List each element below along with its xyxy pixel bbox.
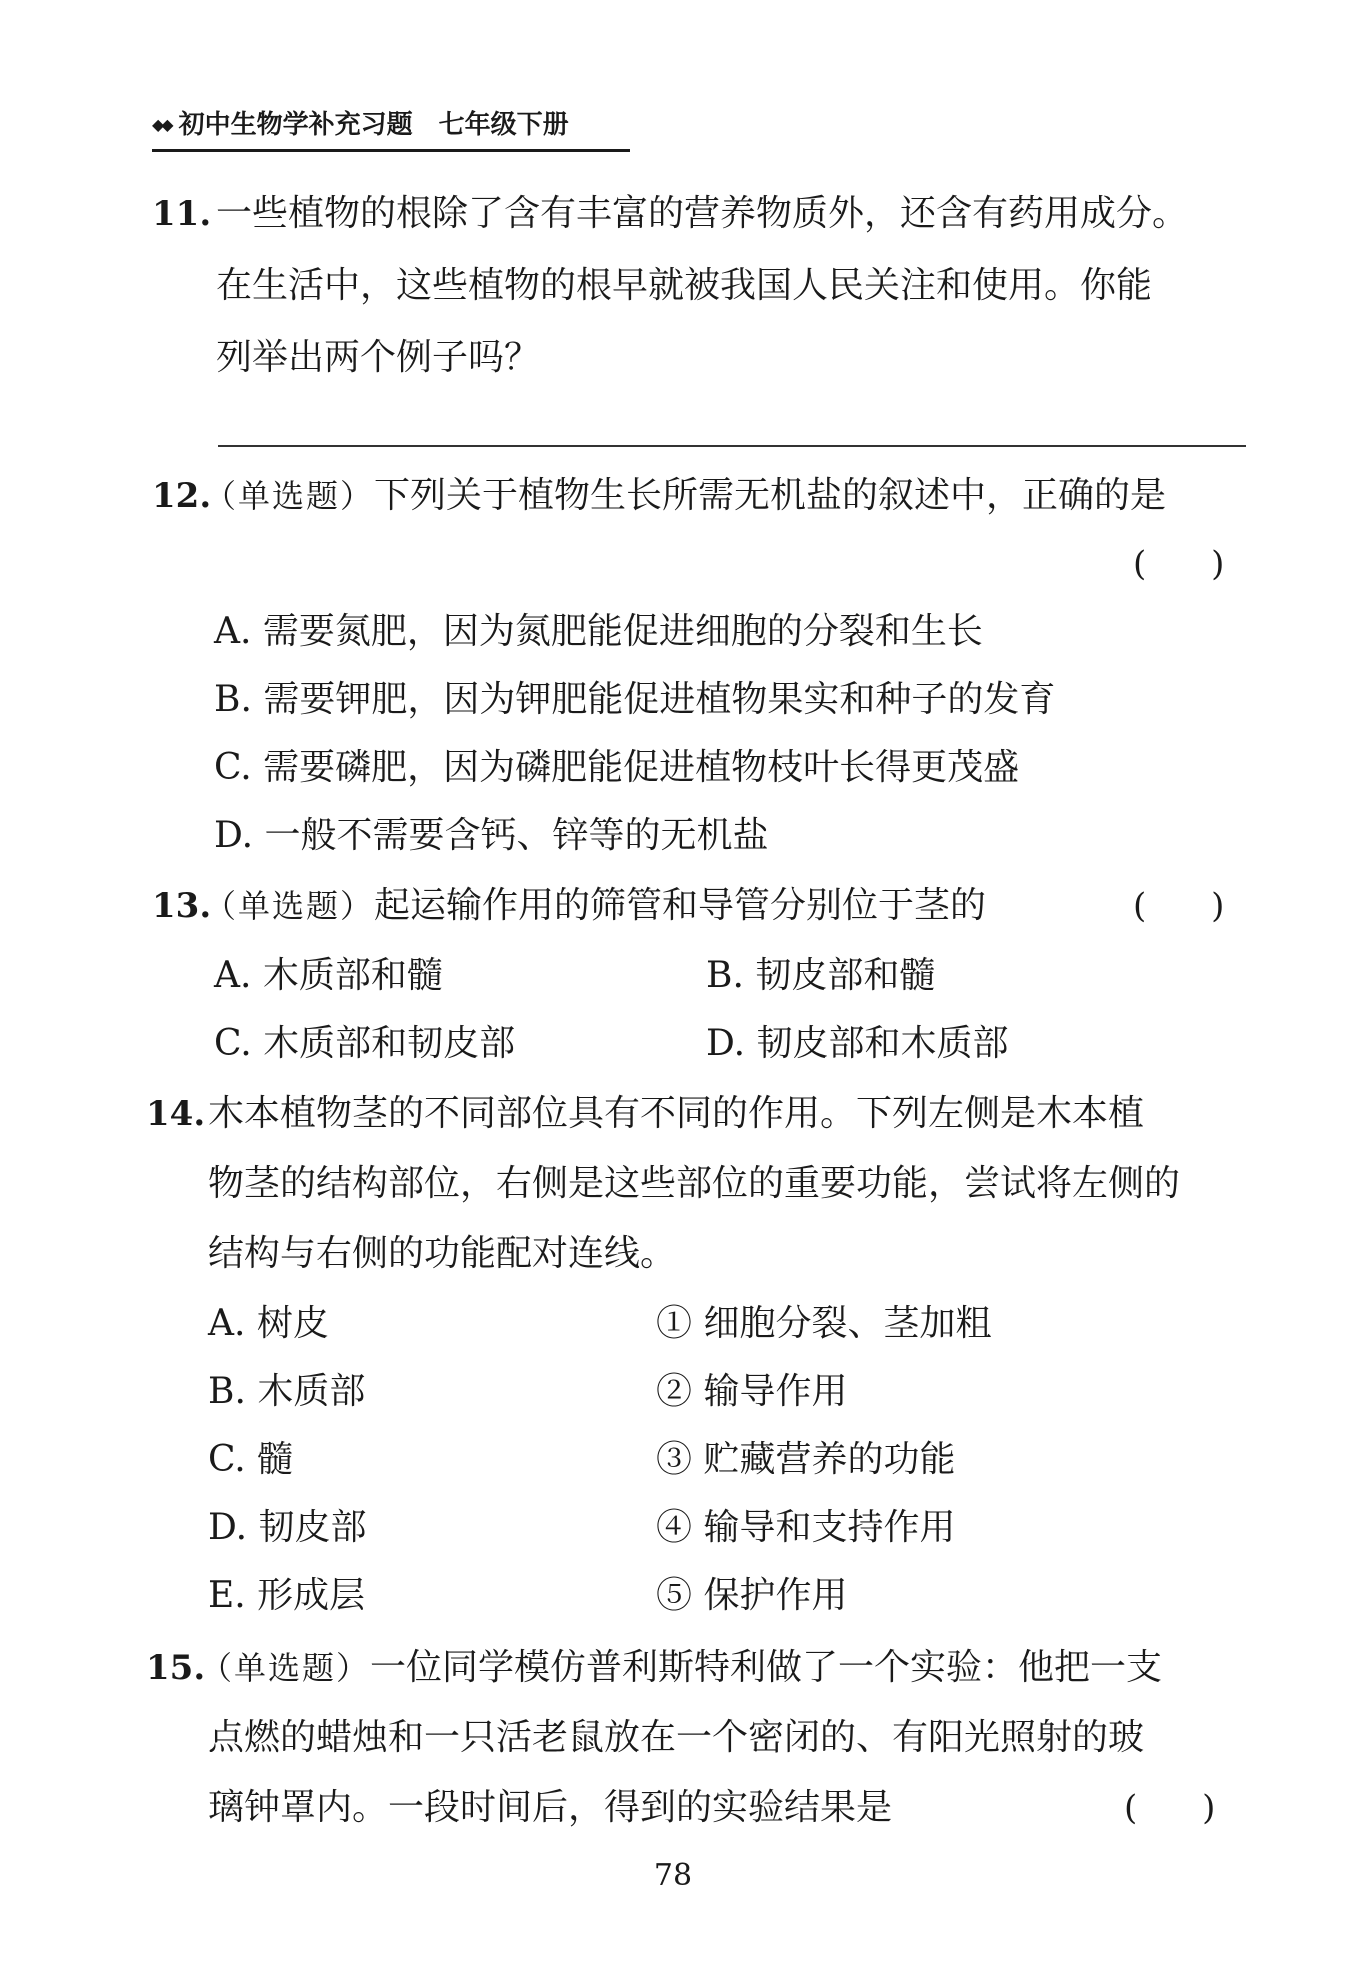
page-number: 78 [653, 1858, 693, 1893]
q14-structure-e[interactable]: E. 形成层 [208, 1575, 366, 1616]
q12-option-c: C. 需要磷肥，因为磷肥能促进植物枝叶长得更茂盛 [214, 747, 1020, 788]
q14-structure-a[interactable]: A. 树皮 [208, 1303, 329, 1344]
q13-type-tag: （单选题） [204, 887, 375, 925]
q14-function-2[interactable]: ② 输导作用 [656, 1371, 848, 1412]
q13-stem-text: 起运输作用的筛管和导管分别位于茎的 [374, 885, 987, 926]
q12-stem [204, 474, 1166, 518]
q13-number: 13. [152, 886, 212, 926]
q11-line-2: 在生活中，这些植物的根早就被我国人民关注和使用。你能 [216, 265, 1153, 306]
q11-answer-line[interactable] [218, 445, 1246, 447]
q14-structure-b[interactable]: B. 木质部 [208, 1371, 366, 1412]
q11-line-1: 一些植物的根除了含有丰富的营养物质外，还含有药用成分。 [216, 193, 1189, 234]
q14-function-1[interactable]: ① 细胞分裂、茎加粗 [656, 1303, 992, 1344]
q13-option-d: D. 韧皮部和木质部 [706, 1023, 1009, 1064]
q12-number: 12. [152, 476, 212, 516]
q12-answer-paren[interactable]: ( ) [1133, 544, 1225, 584]
q14-line-2: 物茎的结构部位，右侧是这些部位的重要功能，尝试将左侧的 [208, 1163, 1181, 1204]
q14-function-5[interactable]: ⑤ 保护作用 [656, 1575, 848, 1616]
header-subtitle: 七年级下册 [438, 110, 569, 140]
q14-function-3[interactable]: ③ 贮藏营养的功能 [656, 1439, 956, 1480]
header-title: 初中生物学补充习题 [178, 110, 413, 140]
q15-answer-paren[interactable]: ( ) [1124, 1788, 1216, 1828]
q12-option-a: A. 需要氮肥，因为氮肥能促进细胞的分裂和生长 [214, 611, 983, 652]
q15-line-1-text: 一位同学模仿普利斯特利做了一个实验：他把一支 [370, 1647, 1163, 1688]
q15-type-tag: （单选题） [200, 1649, 371, 1687]
q14-line-3: 结构与右侧的功能配对连线。 [208, 1233, 677, 1274]
q13-option-c: C. 木质部和韧皮部 [214, 1023, 516, 1064]
q15-number: 15. [146, 1648, 206, 1688]
q15-line-3: 璃钟罩内。一段时间后，得到的实验结果是 [208, 1787, 893, 1828]
q12-option-b: B. 需要钾肥，因为钾肥能促进植物果实和种子的发育 [214, 679, 1056, 720]
q14-structure-c[interactable]: C. 髓 [208, 1439, 294, 1480]
q15-line-1 [200, 1646, 1162, 1690]
q15-line-2: 点燃的蜡烛和一只活老鼠放在一个密闭的、有阳光照射的玻 [208, 1717, 1145, 1758]
q11-number: 11. [152, 194, 212, 234]
q14-function-4[interactable]: ④ 输导和支持作用 [656, 1507, 956, 1548]
q14-line-1: 木本植物茎的不同部位具有不同的作用。下列左侧是木本植 [208, 1093, 1145, 1134]
q13-answer-paren[interactable]: ( ) [1133, 886, 1225, 926]
q13-option-b: B. 韧皮部和髓 [706, 955, 936, 996]
q12-stem-text: 下列关于植物生长所需无机盐的叙述中，正确的是 [374, 475, 1167, 516]
q14-number: 14. [146, 1094, 206, 1134]
q12-type-tag: （单选题） [204, 477, 375, 515]
q13-stem [204, 884, 986, 928]
q14-structure-d[interactable]: D. 韧皮部 [208, 1507, 367, 1548]
running-header [152, 104, 630, 152]
q12-option-d: D. 一般不需要含钙、锌等的无机盐 [214, 815, 769, 856]
q11-line-3: 列举出两个例子吗？ [216, 337, 541, 378]
q13-option-a: A. 木质部和髓 [214, 955, 443, 996]
diamond-icon: ◆◆ [152, 115, 171, 134]
